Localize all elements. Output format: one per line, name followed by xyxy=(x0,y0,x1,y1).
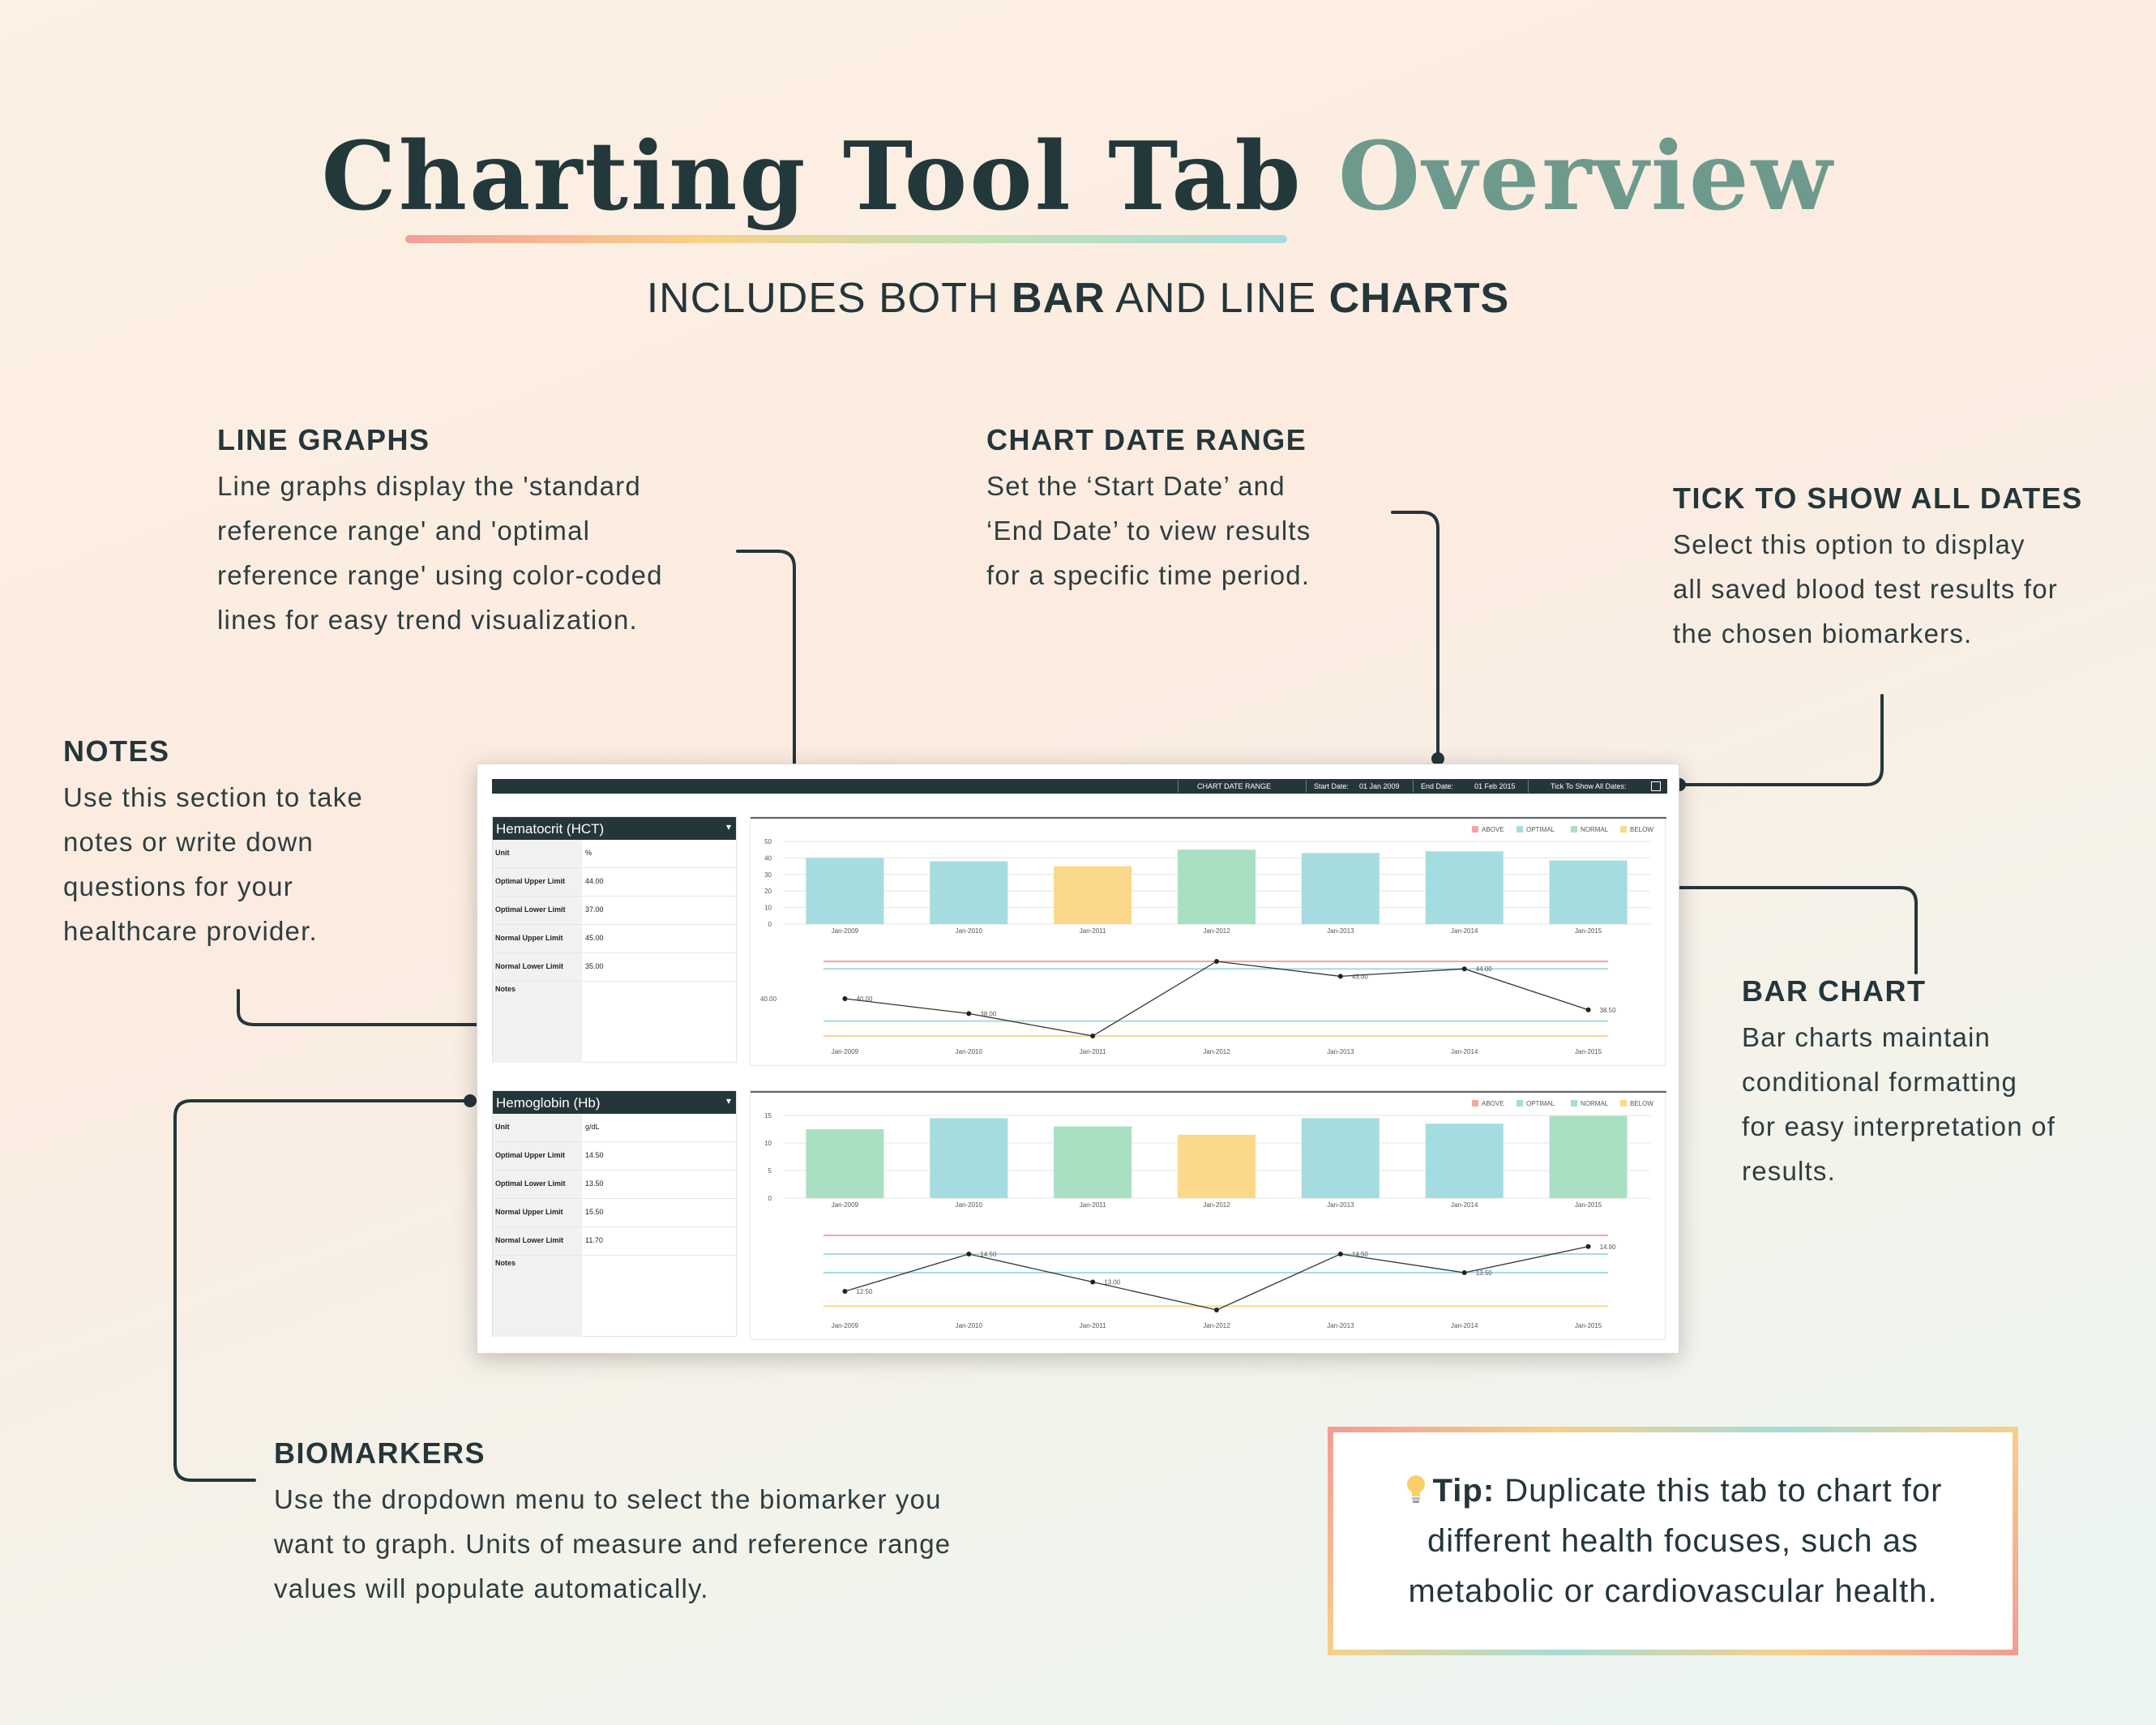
y-tick-label: 15 xyxy=(764,1112,772,1119)
x-tick-label: Jan-2011 xyxy=(1079,1201,1106,1209)
date-range-label: CHART DATE RANGE xyxy=(1197,782,1272,790)
data-point xyxy=(1214,959,1219,964)
y-tick-label: 10 xyxy=(764,1140,772,1147)
end-date-input[interactable]: 01 Feb 2015 xyxy=(1474,782,1516,790)
start-date-input[interactable]: 01 Jan 2009 xyxy=(1359,782,1400,790)
x-tick-label: Jan-2011 xyxy=(1079,1048,1106,1055)
chart-area-1 xyxy=(750,816,1666,1066)
biomarker-dropdown[interactable]: Hematocrit (HCT) ▾ xyxy=(493,817,736,840)
bar xyxy=(1302,1118,1380,1198)
y-tick-label: 40 xyxy=(764,854,772,862)
bar xyxy=(1550,1116,1628,1198)
table-row: Normal Lower Limit 35.00 xyxy=(493,953,736,982)
series-line xyxy=(845,1247,1588,1310)
tick-all-dates-checkbox[interactable] xyxy=(1651,781,1661,791)
bar xyxy=(1426,851,1504,924)
page-title: Charting Tool Tab Overview xyxy=(321,122,1835,232)
table-row: Normal Upper Limit 45.00 xyxy=(493,925,736,953)
biomarkers-connector xyxy=(175,1101,470,1480)
x-tick-label: Jan-2015 xyxy=(1574,927,1602,935)
tick-all-dates-label: Tick To Show All Dates: xyxy=(1551,782,1627,790)
table-row: Optimal Lower Limit 13.50 xyxy=(493,1171,736,1199)
x-tick-label: Jan-2009 xyxy=(831,1322,859,1329)
x-tick-label: Jan-2015 xyxy=(1574,1048,1602,1055)
x-tick-label: Jan-2010 xyxy=(955,1322,982,1329)
y-tick-label: 20 xyxy=(764,888,772,896)
data-point xyxy=(1214,1308,1219,1312)
legend-swatch xyxy=(1571,826,1577,833)
x-tick-label: Jan-2013 xyxy=(1327,1322,1354,1329)
data-point xyxy=(1462,966,1467,971)
chevron-down-icon: ▾ xyxy=(725,1095,731,1106)
legend-label: OPTIMAL xyxy=(1526,826,1555,833)
y-tick-label: 30 xyxy=(764,871,772,879)
data-label: 14.50 xyxy=(980,1251,997,1258)
y-axis-label: 40.00 xyxy=(760,995,777,1003)
biomarker-panel-2 xyxy=(492,1090,737,1337)
x-tick-label: Jan-2012 xyxy=(1203,927,1230,935)
bar-chart-2 xyxy=(751,1091,1666,1213)
chart-area-2 xyxy=(750,1090,1666,1340)
data-point xyxy=(1462,1270,1467,1275)
table-row: Unit g/dL xyxy=(493,1114,736,1142)
bar xyxy=(930,1118,1007,1198)
line-chart-1 xyxy=(751,939,1666,1067)
data-label: 44.00 xyxy=(1475,965,1492,974)
annotation-notes: NOTES Use this section to take notes or write down questions for your healthcare provider. xyxy=(63,734,363,946)
x-tick-label: Jan-2014 xyxy=(1451,927,1478,935)
table-row: Normal Upper Limit 15.50 xyxy=(493,1199,736,1227)
bar xyxy=(1302,853,1380,924)
tip-box xyxy=(1328,1427,2018,1655)
legend-swatch xyxy=(1516,826,1523,833)
tip-label: Tip: xyxy=(1432,1473,1495,1509)
annotation-line-graphs: LINE GRAPHS Line graphs display the 'standard reference range' and 'optimal reference range' using color-coded lines for easy trend visualization. xyxy=(217,423,663,635)
annotation-biomarkers: BIOMARKERS Use the dropdown menu to select the biomarker you want to graph. Units of measure and reference range values will populate automatically. xyxy=(274,1436,952,1603)
data-label: 13.50 xyxy=(1475,1269,1492,1277)
data-point xyxy=(966,1011,971,1016)
data-point xyxy=(966,1252,971,1256)
legend-swatch xyxy=(1472,1100,1478,1106)
data-label: 38.50 xyxy=(1599,1006,1616,1014)
lightbulb-icon xyxy=(1404,1469,1428,1500)
page-subtitle: INCLUDES BOTH BAR AND LINE CHARTS xyxy=(646,275,1510,322)
legend-label: BELOW xyxy=(1630,1100,1653,1107)
x-tick-label: Jan-2009 xyxy=(831,1048,859,1055)
start-date-label: Start Date: xyxy=(1314,782,1350,790)
legend-label: OPTIMAL xyxy=(1526,1100,1555,1107)
legend-label: NORMAL xyxy=(1581,1100,1609,1107)
data-label: 43.00 xyxy=(1351,973,1368,981)
y-tick-label: 5 xyxy=(768,1167,772,1175)
bar-chart-1 xyxy=(751,817,1666,939)
legend-swatch xyxy=(1516,1100,1523,1106)
data-point xyxy=(1586,1244,1591,1249)
data-label: 14.90 xyxy=(1599,1243,1616,1251)
bar xyxy=(1054,1127,1131,1198)
notes-field[interactable]: Notes xyxy=(493,1256,736,1337)
y-tick-label: 0 xyxy=(768,921,772,928)
x-tick-label: Jan-2010 xyxy=(955,927,982,935)
tip-text-1: Duplicate this tab to chart for xyxy=(1495,1473,1943,1509)
legend-label: ABOVE xyxy=(1482,826,1504,833)
legend-label: NORMAL xyxy=(1581,826,1609,833)
notes-field[interactable]: Notes xyxy=(493,982,736,1063)
bar xyxy=(1178,1135,1256,1198)
tip-text-3: metabolic or cardiovascular health. xyxy=(1408,1573,1938,1609)
x-tick-label: Jan-2010 xyxy=(955,1048,982,1055)
table-row: Optimal Upper Limit 14.50 xyxy=(493,1142,736,1171)
line-chart-2 xyxy=(751,1213,1666,1341)
y-tick-label: 10 xyxy=(764,904,772,912)
x-tick-label: Jan-2015 xyxy=(1574,1322,1602,1329)
chevron-down-icon: ▾ xyxy=(725,821,731,833)
bar-chart-connector xyxy=(1650,888,1916,973)
table-row: Optimal Upper Limit 44.00 xyxy=(493,868,736,897)
title-underline xyxy=(405,235,1287,243)
x-tick-label: Jan-2013 xyxy=(1327,1048,1354,1055)
legend-label: ABOVE xyxy=(1482,1100,1504,1107)
data-label: 12.50 xyxy=(856,1288,873,1295)
bar xyxy=(930,861,1007,924)
x-tick-label: Jan-2015 xyxy=(1574,1201,1602,1209)
legend-swatch xyxy=(1472,826,1478,833)
tick-all-connector xyxy=(1679,696,1882,785)
x-tick-label: Jan-2012 xyxy=(1203,1048,1230,1055)
legend-swatch xyxy=(1620,826,1627,833)
data-label: 38.00 xyxy=(980,1010,997,1018)
y-tick-label: 0 xyxy=(768,1195,772,1202)
x-tick-label: Jan-2012 xyxy=(1203,1201,1230,1209)
x-tick-label: Jan-2012 xyxy=(1203,1322,1230,1329)
data-point xyxy=(1090,1280,1095,1285)
data-label: 40.00 xyxy=(856,995,873,1003)
data-label: 13.00 xyxy=(1104,1278,1121,1286)
tip-text-2: different health focuses, such as xyxy=(1427,1523,1919,1559)
x-tick-label: Jan-2014 xyxy=(1451,1048,1478,1055)
x-tick-label: Jan-2011 xyxy=(1079,1322,1106,1329)
data-point xyxy=(842,996,847,1001)
data-point xyxy=(842,1289,847,1294)
data-point xyxy=(1338,1252,1343,1256)
bar xyxy=(1426,1124,1504,1198)
biomarker-dropdown[interactable]: Hemoglobin (Hb) ▾ xyxy=(493,1091,736,1114)
table-row: Unit % xyxy=(493,840,736,868)
x-tick-label: Jan-2011 xyxy=(1079,927,1106,935)
bar xyxy=(806,858,883,924)
data-point xyxy=(1586,1008,1591,1012)
x-tick-label: Jan-2009 xyxy=(831,1201,859,1209)
bar xyxy=(1054,867,1131,924)
x-tick-label: Jan-2014 xyxy=(1451,1201,1478,1209)
data-label: 14.50 xyxy=(1351,1251,1368,1258)
legend-label: BELOW xyxy=(1630,826,1653,833)
charting-tool-screenshot xyxy=(477,764,1679,1354)
x-tick-label: Jan-2010 xyxy=(955,1201,982,1209)
annotation-bar-chart: BAR CHART Bar charts maintain conditional formatting for easy interpretation of results. xyxy=(1742,974,2056,1186)
bar xyxy=(1178,850,1256,924)
end-date-label: End Date: xyxy=(1421,782,1454,790)
legend-swatch xyxy=(1620,1100,1627,1106)
y-tick-label: 50 xyxy=(764,838,772,845)
data-point xyxy=(1338,974,1343,978)
bar xyxy=(806,1129,883,1198)
table-row: Normal Lower Limit 11.70 xyxy=(493,1227,736,1256)
x-tick-label: Jan-2013 xyxy=(1327,927,1354,935)
biomarker-panel-1 xyxy=(492,816,737,1063)
table-row: Optimal Lower Limit 37.00 xyxy=(493,897,736,925)
annotation-tick-all-dates: TICK TO SHOW ALL DATES Select this option to display all saved blood test results for the chosen biomarkers. xyxy=(1673,482,2083,648)
legend-swatch xyxy=(1571,1100,1577,1106)
annotation-date-range: CHART DATE RANGE Set the ‘Start Date’ and ‘End Date’ to view results for a specific time period. xyxy=(986,423,1311,590)
x-tick-label: Jan-2009 xyxy=(831,927,859,935)
x-tick-label: Jan-2013 xyxy=(1327,1201,1354,1209)
data-point xyxy=(1090,1034,1095,1038)
x-tick-label: Jan-2014 xyxy=(1451,1322,1478,1329)
date-range-header xyxy=(492,779,1667,794)
bar xyxy=(1550,860,1628,924)
